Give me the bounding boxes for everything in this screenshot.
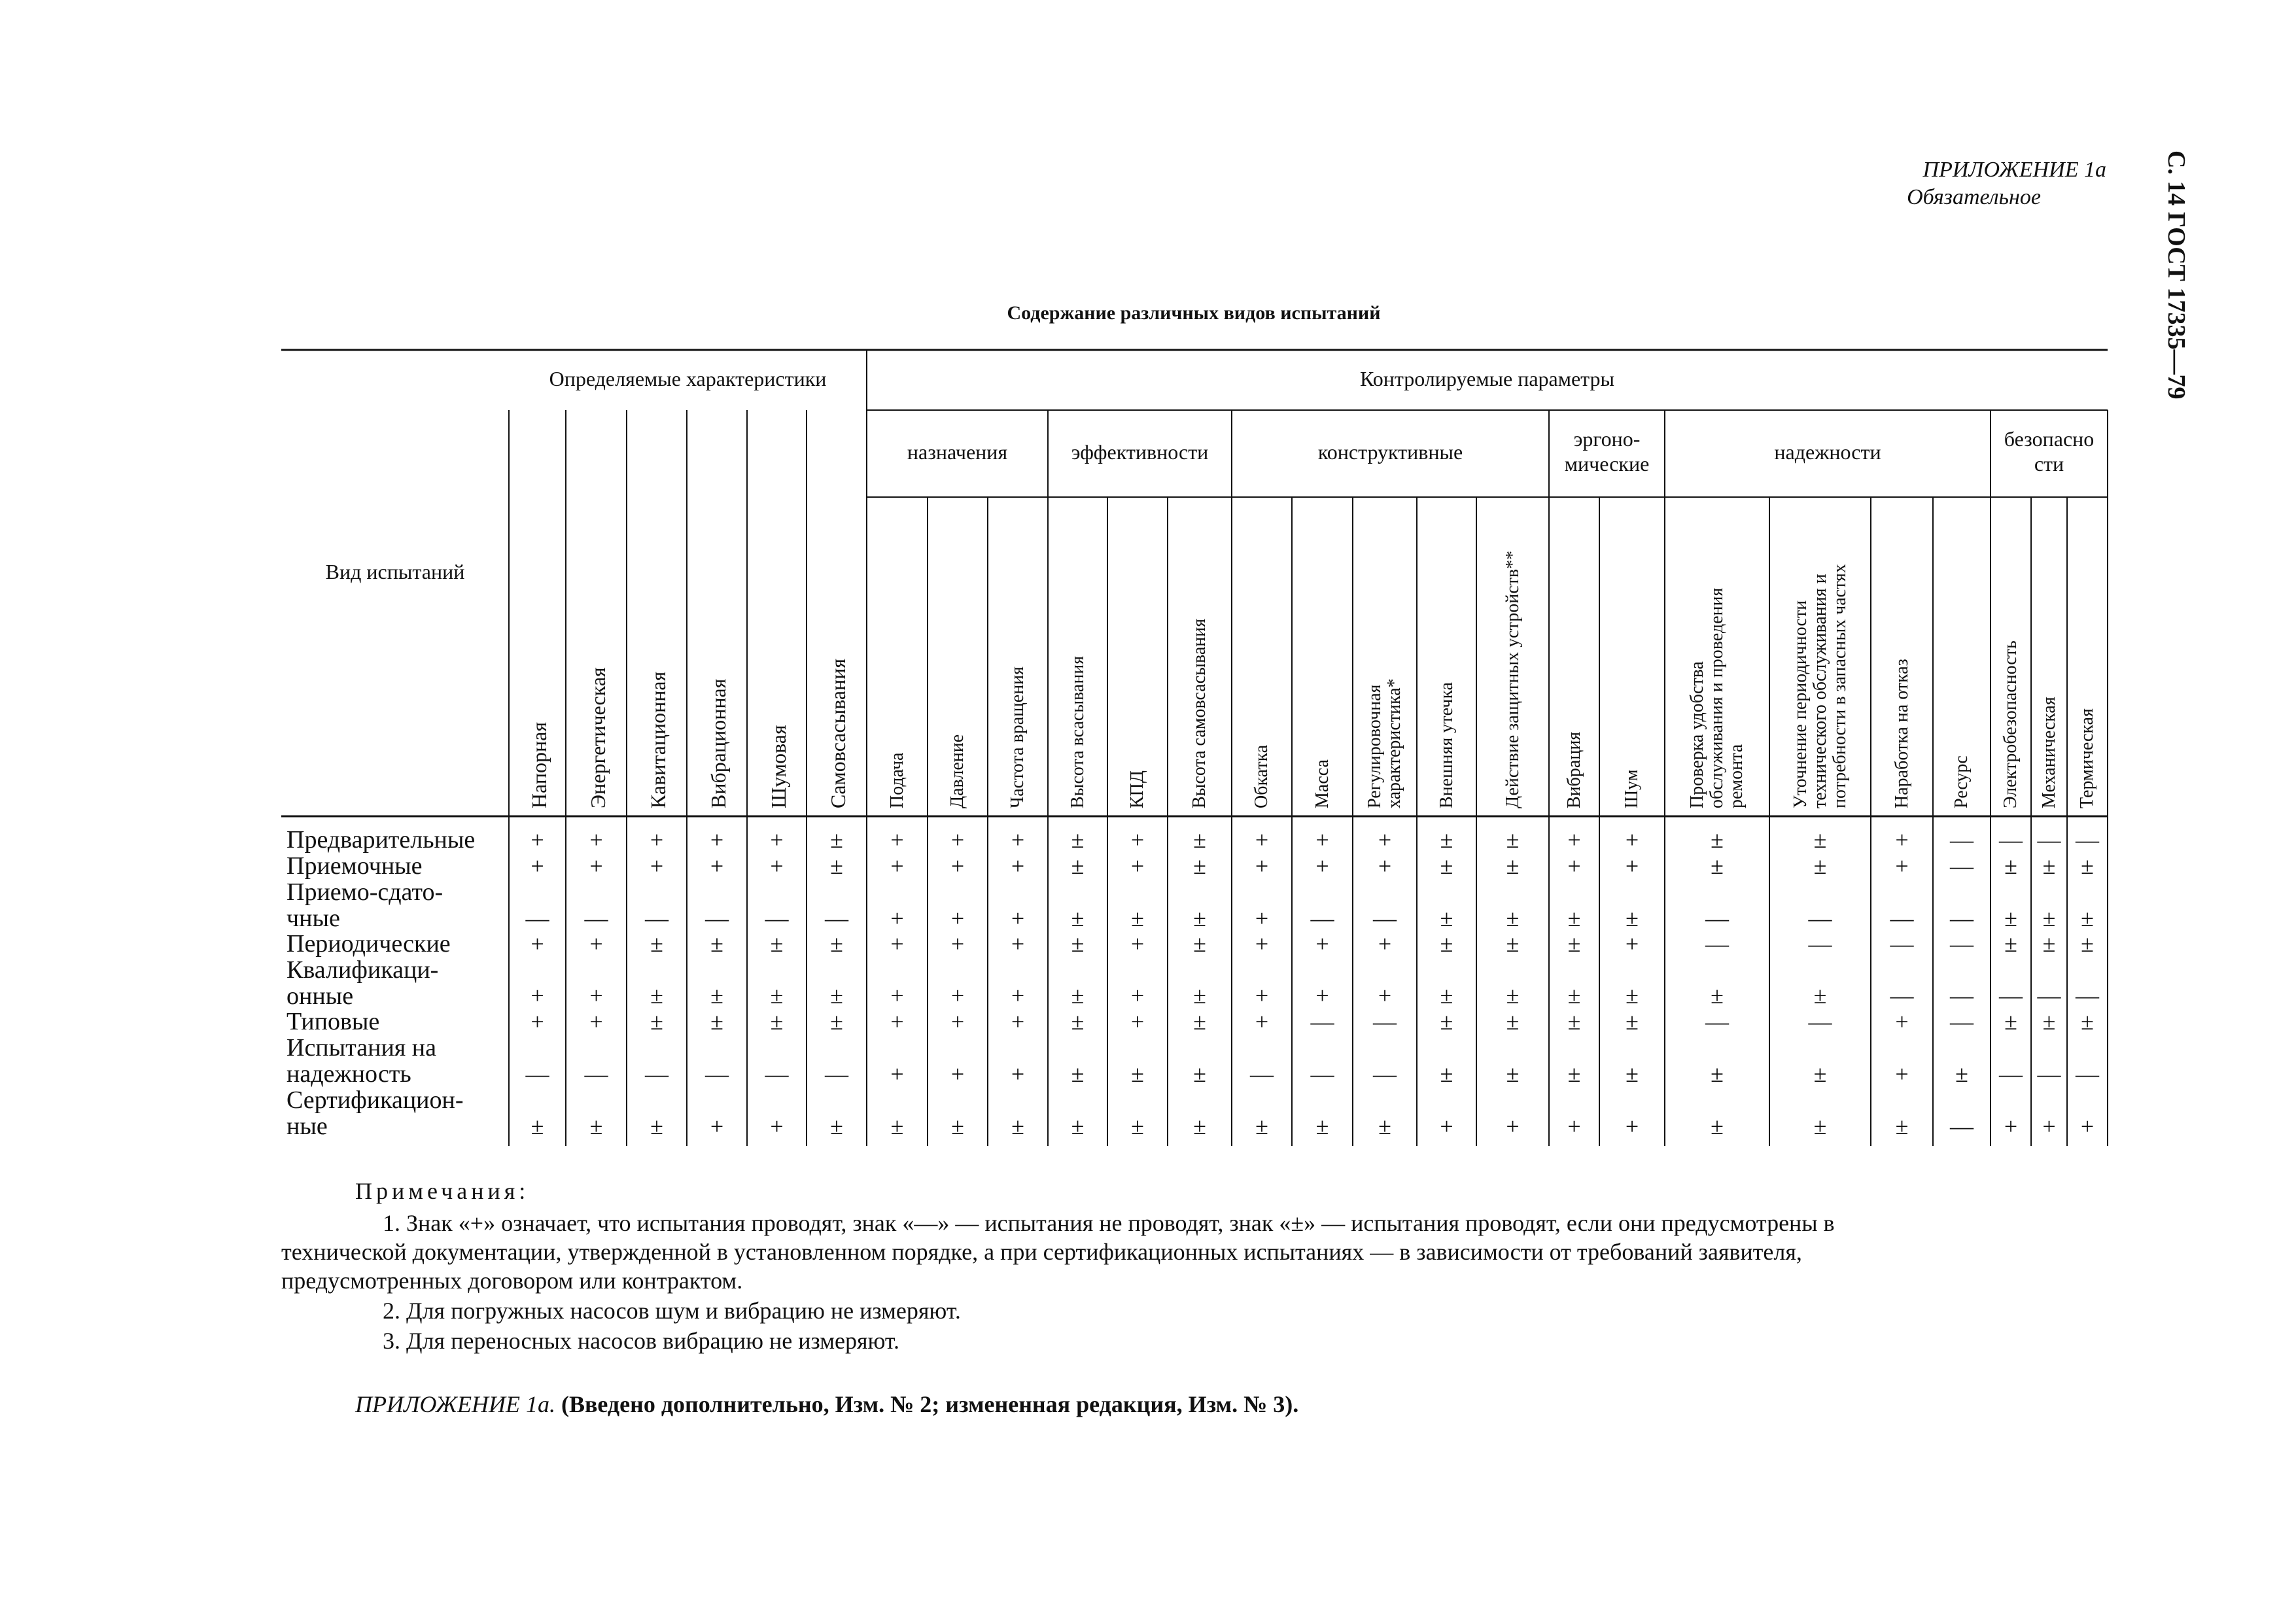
table-cell: —	[1705, 931, 1729, 957]
table-cell: +	[2080, 1113, 2095, 1139]
column-header: Подача	[886, 752, 907, 808]
table-cell: +	[890, 1061, 904, 1087]
table-cell: —	[765, 905, 789, 931]
table-cell: ±	[710, 1009, 723, 1035]
table-cell: ±	[2042, 853, 2056, 879]
table-cell: ±	[1813, 1061, 1827, 1087]
table-cell: ±	[890, 1113, 904, 1139]
table-cell: —	[1890, 982, 1914, 1009]
column-header: Обкатка	[1251, 744, 1272, 808]
table-cell: ±	[1315, 1113, 1329, 1139]
column-header: Энергетическая	[585, 667, 610, 808]
table-cell: ±	[1567, 982, 1581, 1009]
table-cell: ±	[1626, 1009, 1639, 1035]
table-cell: ±	[2004, 931, 2017, 957]
table-cell: —	[645, 905, 669, 931]
column-header: Ресурс	[1951, 755, 1972, 808]
table-cell: +	[890, 905, 904, 931]
table-cell: —	[1999, 982, 2023, 1009]
table-cell: +	[710, 1113, 724, 1139]
table-cell: ±	[2081, 853, 2094, 879]
table-cell: ±	[1711, 1113, 1724, 1139]
table-cell: ±	[1955, 1061, 1968, 1087]
table-cell: +	[1011, 982, 1025, 1009]
table-cell: —	[705, 1061, 729, 1087]
table-cell: —	[1705, 905, 1729, 931]
table-cell: ±	[1506, 1061, 1520, 1087]
table-cell: ±	[2042, 905, 2056, 931]
table-cell: ±	[589, 1113, 603, 1139]
table-cell: +	[710, 853, 724, 879]
table-cell: +	[1506, 1113, 1520, 1139]
column-header: Проверка удобства обслуживания и проведения ремонта	[1687, 587, 1747, 808]
table-cell: —	[1373, 1061, 1397, 1087]
table-cell: —	[765, 1061, 789, 1087]
column-header: Наработка на отказ	[1891, 659, 1912, 808]
column-header: Масса	[1312, 759, 1332, 808]
table-cell: ±	[1011, 1113, 1024, 1139]
table-cell: —	[1310, 1061, 1334, 1087]
group-determined-label: Определяемые характеристики	[549, 367, 827, 390]
table-cell: —	[1250, 1061, 1274, 1087]
table-cell: ±	[1506, 827, 1520, 853]
column-header: Высота всасывания	[1067, 655, 1088, 808]
table-cell: —	[2037, 1061, 2061, 1087]
table-cell: +	[1011, 1009, 1025, 1035]
table-cell: —	[1950, 905, 1974, 931]
table-row-label: Типовые	[287, 1008, 380, 1035]
table-cell: ±	[1440, 1009, 1453, 1035]
table-cell: +	[1625, 853, 1639, 879]
note-1-line-3: предусмотренных договором или контрактом.	[281, 1268, 743, 1294]
subgroup-label: эргоно- мические	[1564, 427, 1650, 475]
table-cell: —	[2037, 827, 2061, 853]
column-header: Механическая	[2038, 697, 2059, 808]
column-header: Шумовая	[766, 725, 790, 808]
table-cell: ±	[1071, 1061, 1085, 1087]
table-cell: +	[1315, 853, 1329, 879]
table-cell: +	[1011, 905, 1025, 931]
table-cell: ±	[1071, 1009, 1085, 1035]
table-cell: ±	[1506, 931, 1520, 957]
subgroup-label: безопасно сти	[2004, 427, 2095, 475]
footer-text: (Введено дополнительно, Изм. № 2; измененная редакция, Изм. № 3).	[561, 1391, 1299, 1417]
column-header: Уточнение периодичности технического обслуживания и потребности в запасных частях	[1790, 564, 1850, 808]
subgroup-label: конструктивные	[1317, 440, 1463, 464]
table-cell: ±	[1071, 905, 1085, 931]
table-cell: —	[705, 905, 729, 931]
table-cell: ±	[1506, 853, 1520, 879]
table-cell: ±	[830, 1009, 843, 1035]
table-cell: —	[2076, 827, 2099, 853]
table-cell: +	[531, 1009, 544, 1035]
footer-prefix: ПРИЛОЖЕНИЕ 1а.	[355, 1391, 555, 1417]
table-cell: ±	[1440, 1061, 1453, 1087]
table-cell: ±	[1567, 931, 1581, 957]
table-cell: ±	[1131, 1061, 1144, 1087]
table-row-label: Квалификаци- онные	[287, 956, 439, 1010]
table-cell: —	[1808, 905, 1832, 931]
table-cell: ±	[1813, 853, 1827, 879]
table-cell: +	[2004, 1113, 2018, 1139]
table-cell: —	[1950, 1113, 1974, 1139]
table-cell: +	[1895, 1009, 1909, 1035]
table-cell: ±	[2081, 931, 2094, 957]
table-cell: +	[710, 827, 724, 853]
table-cell: +	[2042, 1113, 2056, 1139]
table-cell: ±	[1813, 827, 1827, 853]
table-cell: +	[531, 931, 544, 957]
table-cell: +	[1378, 931, 1392, 957]
column-header: Вибрационная	[706, 678, 730, 808]
table-cell: +	[950, 1061, 965, 1087]
table-row-label: Испытания на надежность	[287, 1034, 436, 1088]
table-cell: ±	[2042, 931, 2056, 957]
table-cell: —	[2076, 982, 2099, 1009]
table-cell: +	[1567, 1113, 1581, 1139]
column-header: Внешняя утечка	[1436, 682, 1457, 808]
table-row-label: Приемо-сдато- чные	[287, 878, 444, 932]
table-cell: +	[950, 827, 965, 853]
table-cell: —	[525, 1061, 549, 1087]
column-header: Вибрация	[1563, 731, 1584, 808]
table-cell: ±	[1711, 982, 1724, 1009]
table-cell: ±	[1440, 982, 1453, 1009]
table-cell: ±	[1071, 827, 1085, 853]
footer-note	[355, 1391, 1298, 1418]
table-cell: +	[1011, 853, 1025, 879]
table-cell: +	[1625, 1113, 1639, 1139]
notes-title: Примечания:	[355, 1178, 530, 1204]
column-header: Регулировочная характеристика*	[1365, 678, 1404, 808]
column-header: Давление	[947, 734, 967, 808]
table-cell: ±	[1193, 931, 1206, 957]
table-cell: +	[589, 853, 603, 879]
table-cell: +	[950, 905, 965, 931]
table-cell: ±	[1440, 853, 1453, 879]
table-cell: +	[1255, 982, 1269, 1009]
table-cell: +	[589, 982, 603, 1009]
column-header: КПД	[1127, 770, 1147, 808]
table-cell: ±	[531, 1113, 544, 1139]
table-cell: +	[950, 982, 965, 1009]
column-header: Электробезопасность	[2000, 640, 2021, 808]
table-cell: —	[1950, 1009, 1974, 1035]
table-cell: +	[1255, 931, 1269, 957]
table-cell: —	[645, 1061, 669, 1087]
table-cell: +	[1895, 827, 1909, 853]
column-header: Частота вращения	[1007, 666, 1028, 808]
group-controlled-label: Контролируемые параметры	[1359, 367, 1615, 390]
table-cell: +	[1130, 853, 1145, 879]
table-cell: ±	[1071, 1113, 1085, 1139]
table-cell: —	[1950, 931, 1974, 957]
table-cell: +	[1315, 931, 1329, 957]
table-cell: —	[1373, 1009, 1397, 1035]
table-cell: —	[525, 905, 549, 931]
table-cell: +	[1895, 853, 1909, 879]
table-cell: +	[1625, 827, 1639, 853]
table-cell: —	[1705, 1009, 1729, 1035]
note-1-line-2: технической документации, утвержденной в установленном порядке, а при сертификационных испытаниях — в зависимости от требований заявителя,	[281, 1239, 1802, 1265]
table-cell: ±	[1440, 905, 1453, 931]
column-header: Кавитационная	[646, 671, 670, 808]
column-header: Напорная	[527, 721, 551, 808]
table-cell: —	[1950, 827, 1974, 853]
table-cell: +	[1011, 931, 1025, 957]
table-cell: +	[1440, 1113, 1453, 1139]
table-cell: +	[950, 1009, 965, 1035]
table-cell: +	[890, 982, 904, 1009]
column-header: Высота самовсасывания	[1189, 618, 1209, 808]
table-cell: +	[1255, 827, 1269, 853]
table-cell: ±	[650, 982, 663, 1009]
table-row-label: Периодические	[287, 930, 451, 958]
table-cell: ±	[1193, 853, 1206, 879]
row-header-label: Вид испытаний	[325, 560, 465, 583]
table-cell: +	[1255, 853, 1269, 879]
table-cell: —	[1808, 1009, 1832, 1035]
table-cell: +	[589, 931, 603, 957]
table-cell: ±	[1506, 905, 1520, 931]
page-number-label: С. 14 ГОСТ 17335—79	[2163, 150, 2190, 400]
note-2: 2. Для погружных насосов шум и вибрацию не измеряют.	[383, 1298, 961, 1324]
table-cell: —	[2037, 982, 2061, 1009]
table-cell: +	[531, 853, 544, 879]
table-cell: —	[584, 905, 608, 931]
table-cell: +	[1315, 982, 1329, 1009]
table-cell: ±	[1071, 982, 1085, 1009]
table-cell: +	[531, 982, 544, 1009]
appendix-title: ПРИЛОЖЕНИЕ 1а	[1922, 158, 2106, 182]
table-cell: ±	[1711, 853, 1724, 879]
table-cell: +	[589, 1009, 603, 1035]
table-cell: —	[584, 1061, 608, 1087]
table-cell: +	[950, 853, 965, 879]
table-cell: ±	[2004, 853, 2017, 879]
table-cell: ±	[1506, 1009, 1520, 1035]
table-cell: ±	[1193, 982, 1206, 1009]
table-cell: —	[825, 905, 848, 931]
table-cell: ±	[710, 982, 723, 1009]
table-cell: +	[770, 827, 784, 853]
table-cell: ±	[1193, 827, 1206, 853]
table-cell: —	[1373, 905, 1397, 931]
table-cell: ±	[1131, 905, 1144, 931]
table-cell: ±	[1440, 931, 1453, 957]
table-cell: ±	[830, 931, 843, 957]
table-cell: —	[825, 1061, 848, 1087]
table-cell: ±	[830, 1113, 843, 1139]
table-cell: +	[1255, 1009, 1269, 1035]
subgroup-label: эффективности	[1071, 440, 1209, 464]
column-header: Шум	[1622, 769, 1642, 808]
table-cell: +	[1378, 853, 1392, 879]
table-cell: ±	[2004, 1009, 2017, 1035]
table-cell: —	[1310, 1009, 1334, 1035]
table-cell: ±	[1711, 1061, 1724, 1087]
table-cell: +	[1255, 905, 1269, 931]
table-cell: ±	[1813, 982, 1827, 1009]
table-cell: +	[890, 853, 904, 879]
column-header: Действие защитных устройств**	[1502, 550, 1523, 808]
table-cell: —	[1999, 827, 2023, 853]
appendix-status: Обязательное	[1907, 185, 2041, 209]
table-cell: +	[1011, 1061, 1025, 1087]
note-3: 3. Для переносных насосов вибрацию не измеряют.	[383, 1328, 899, 1354]
table-cell: ±	[1071, 931, 1085, 957]
table-cell: +	[650, 853, 664, 879]
table-cell: ±	[650, 931, 663, 957]
table-cell: ±	[770, 1009, 784, 1035]
table-cell: ±	[1193, 1061, 1206, 1087]
table-cell: ±	[830, 982, 843, 1009]
table-cell: —	[2076, 1061, 2099, 1087]
table-cell: —	[1950, 982, 1974, 1009]
table-cell: +	[1315, 827, 1329, 853]
table-cell: ±	[1506, 982, 1520, 1009]
table-cell: +	[770, 853, 784, 879]
table-cell: +	[1567, 827, 1581, 853]
table-cell: —	[1808, 931, 1832, 957]
table-cell: +	[1625, 931, 1639, 957]
table-cell: ±	[770, 982, 784, 1009]
table-cell: ±	[1567, 905, 1581, 931]
table-cell: ±	[1193, 1009, 1206, 1035]
table-cell: ±	[1626, 1061, 1639, 1087]
table-row-label: Предварительные	[287, 826, 476, 854]
table-cell: +	[890, 1009, 904, 1035]
table-row-label: Приемочные	[287, 852, 423, 880]
note-1-line-1: 1. Знак «+» означает, что испытания проводят, знак «—» — испытания не проводят, знак «±» — испытания проводят, если они предусмотрены в	[383, 1210, 1835, 1236]
table-cell: +	[1378, 982, 1392, 1009]
table-cell: +	[950, 931, 965, 957]
table-cell: ±	[830, 853, 843, 879]
table-cell: ±	[1193, 1113, 1206, 1139]
table-cell: ±	[650, 1009, 663, 1035]
table-cell: ±	[1626, 905, 1639, 931]
table-cell: +	[1378, 827, 1392, 853]
table-cell: +	[1130, 931, 1145, 957]
table-cell: +	[890, 931, 904, 957]
table-cell: —	[1999, 1061, 2023, 1087]
table-cell: —	[1310, 905, 1334, 931]
table-cell: ±	[710, 931, 723, 957]
table-cell: ±	[830, 827, 843, 853]
table-cell: +	[1567, 853, 1581, 879]
table-cell: ±	[770, 931, 784, 957]
column-header: Самовсасывания	[826, 658, 850, 808]
table-cell: ±	[1895, 1113, 1909, 1139]
table-cell: ±	[951, 1113, 964, 1139]
table-cell: ±	[1071, 853, 1085, 879]
subgroup-label: назначения	[907, 440, 1008, 464]
table-cell: +	[1011, 827, 1025, 853]
table-cell: ±	[1813, 1113, 1827, 1139]
table-cell: ±	[1131, 1113, 1144, 1139]
table-cell: —	[1950, 853, 1974, 879]
table-cell: +	[531, 827, 544, 853]
table-cell: ±	[1711, 827, 1724, 853]
table-cell: —	[1890, 905, 1914, 931]
table-cell: +	[770, 1113, 784, 1139]
table-cell: ±	[1255, 1113, 1268, 1139]
table-cell: +	[1130, 1009, 1145, 1035]
table-cell: ±	[2042, 1009, 2056, 1035]
table-cell: ±	[1626, 982, 1639, 1009]
column-header: Термическая	[2077, 708, 2097, 808]
table-cell: ±	[2004, 905, 2017, 931]
table-cell: ±	[1440, 827, 1453, 853]
table-cell: +	[1130, 827, 1145, 853]
table-cell: ±	[2081, 1009, 2094, 1035]
table-cell: —	[1890, 931, 1914, 957]
table-cell: ±	[1378, 1113, 1391, 1139]
subgroup-label: надежности	[1774, 440, 1881, 464]
table-cell: +	[650, 827, 664, 853]
table-cell: +	[1130, 982, 1145, 1009]
table-cell: ±	[1567, 1061, 1581, 1087]
table-cell: ±	[2081, 905, 2094, 931]
table-row-label: Сертификацион- ные	[287, 1086, 464, 1140]
table-cell: ±	[650, 1113, 663, 1139]
table-caption: Содержание различных видов испытаний	[1007, 302, 1381, 324]
table-cell: +	[1895, 1061, 1909, 1087]
table-cell: +	[890, 827, 904, 853]
table-cell: +	[589, 827, 603, 853]
table-cell: ±	[1193, 905, 1206, 931]
table-cell: ±	[1567, 1009, 1581, 1035]
